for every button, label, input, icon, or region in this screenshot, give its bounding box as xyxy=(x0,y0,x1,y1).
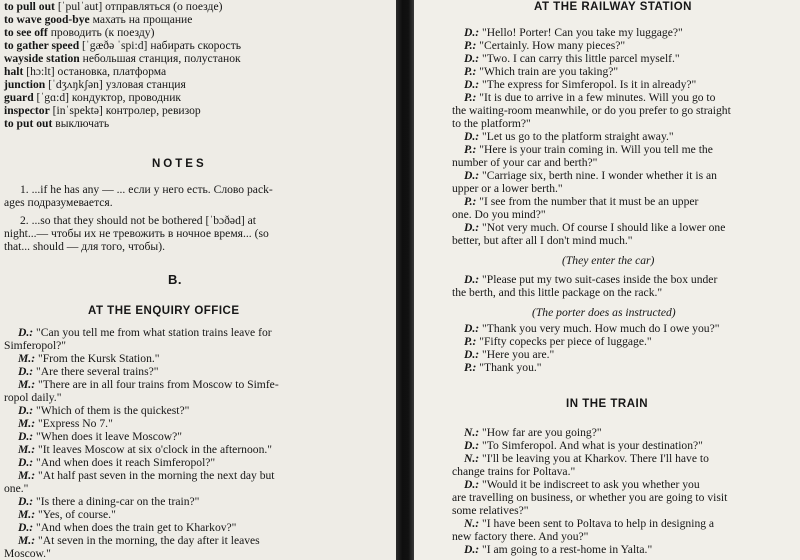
vocab-entry: inspector [inˈspektə] контролер, ревизор xyxy=(4,104,201,117)
dialogue-text: are travelling on business, or whether you are going to visit xyxy=(452,491,728,504)
dialogue-line xyxy=(452,286,662,299)
dialogue-line xyxy=(18,417,113,430)
vocab-entry: to wave good-bye махать на прощание xyxy=(4,13,193,26)
stage-direction: (They enter the car) xyxy=(562,254,655,267)
dialogue-line xyxy=(464,478,700,491)
dialogue-line xyxy=(464,52,680,65)
dialogue-text: "Hello! Porter! Can you take my luggage?" xyxy=(482,26,683,39)
book-gutter xyxy=(396,0,414,560)
speaker-label: D.: xyxy=(18,495,37,508)
vocab-entry: to pull out [ˈpulˈaut] отправляться (о поезде) xyxy=(4,0,223,13)
dialogue-line xyxy=(464,39,625,52)
dialogue-line xyxy=(452,117,531,130)
dialogue-line xyxy=(464,65,618,78)
dialogue-text: one." xyxy=(4,482,29,495)
speaker-label: D.: xyxy=(464,273,483,286)
dialogue-line xyxy=(18,508,116,521)
dialogue-line xyxy=(18,456,215,469)
vocab-entry: to see off проводить (к поезду) xyxy=(4,26,155,39)
dialogue-line xyxy=(452,530,588,543)
dialogue-text: some relatives?" xyxy=(452,504,529,517)
dialogue-line xyxy=(464,169,717,182)
speaker-label: M.: xyxy=(18,352,38,365)
dialogue-line xyxy=(452,208,546,221)
dialogue-text: "And when does the train get to Kharkov?" xyxy=(36,521,237,534)
dialogue-line xyxy=(464,221,725,234)
dialogue-line xyxy=(464,26,683,39)
dialogue-line xyxy=(464,361,542,374)
speaker-label: M.: xyxy=(18,443,38,456)
speaker-label: M.: xyxy=(18,469,38,482)
dialogue-line xyxy=(464,273,717,286)
dialogue-text: "Please put my two suit-cases inside the box under xyxy=(482,273,718,286)
dialogue-line xyxy=(18,352,160,365)
dialogue-line xyxy=(464,143,713,156)
speaker-label: D.: xyxy=(18,365,37,378)
vocab-entry: guard [ˈgɑ:d] кондуктор, проводник xyxy=(4,91,182,104)
dialogue-text: to the platform?" xyxy=(452,117,531,130)
dialogue-line xyxy=(464,543,652,556)
speaker-label: D.: xyxy=(464,26,483,39)
dialogue-text: "I am going to a rest-home in Yalta." xyxy=(482,543,653,556)
dialogue-line xyxy=(464,426,602,439)
dialogue-line xyxy=(18,521,236,534)
speaker-label: D.: xyxy=(464,78,483,91)
dialogue-text: "Two. I can carry this little parcel myself." xyxy=(482,52,680,65)
speaker-label: M.: xyxy=(18,534,38,547)
right-page xyxy=(414,0,800,560)
dialogue-text: the waiting-room meanwhile, or do you prefer to go straight xyxy=(452,104,731,117)
dialogue-text: "Not very much. Of course I should like a lower one xyxy=(482,221,726,234)
speaker-label: D.: xyxy=(18,404,37,417)
dialogue-text: Moscow." xyxy=(4,547,51,560)
dialogue-text: "Which train are you taking?" xyxy=(479,65,619,78)
dialogue-text: "The express for Simferopol. Is it in already?" xyxy=(482,78,697,91)
dialogue-line xyxy=(4,391,61,404)
dialogue-text: "And when does it reach Simferopol?" xyxy=(36,456,216,469)
dialogue-line xyxy=(452,182,563,195)
dialogue-line xyxy=(452,234,633,247)
speaker-label: D.: xyxy=(464,348,483,361)
dialogue-text: ropol daily." xyxy=(4,391,62,404)
dialogue-line xyxy=(4,547,51,560)
section-letter: B. xyxy=(168,272,182,287)
speaker-label: M.: xyxy=(18,508,38,521)
dialogue-text: Simferopol?" xyxy=(4,339,67,352)
dialogue-text: "Here you are." xyxy=(482,348,555,361)
speaker-label: D.: xyxy=(464,543,483,556)
speaker-label: P.: xyxy=(464,65,480,78)
dialogue-line xyxy=(452,504,529,517)
dialogue-line xyxy=(452,465,575,478)
dialogue-line xyxy=(18,326,272,339)
dialogue-text: "At half past seven in the morning the next day but xyxy=(37,469,275,482)
speaker-label: P.: xyxy=(464,335,480,348)
dialogue-text: "At seven in the morning, the day after it leaves xyxy=(37,534,260,547)
note-2-cont: night...— чтобы их не тревожить в ночное время... (so xyxy=(4,227,269,240)
dialogue-text: "When does it leave Moscow?" xyxy=(36,430,183,443)
speaker-label: D.: xyxy=(464,322,483,335)
note-2: 2. ...so that they should not be bothered [ˈbɔðəd] at xyxy=(20,214,257,227)
dialogue-text: "I have been sent to Poltava to help in designing a xyxy=(482,517,715,530)
speaker-label: P.: xyxy=(464,361,480,374)
speaker-label: P.: xyxy=(464,91,480,104)
vocab-entry: junction [ˈdʒʌŋkʃən] узловая станция xyxy=(4,78,186,91)
train-heading: IN THE TRAIN xyxy=(566,398,649,410)
dialogue-line xyxy=(452,491,727,504)
vocab-entry: halt [hɔ:lt] остановка, платформа xyxy=(4,65,167,78)
dialogue-line xyxy=(18,469,275,482)
note-1: 1. ...if he has any — ... если у него есть. Слово pack- xyxy=(20,183,273,196)
dialogue-line xyxy=(4,339,66,352)
speaker-label: D.: xyxy=(464,130,483,143)
notes-heading: NOTES xyxy=(152,158,207,170)
dialogue-text: "From the Kursk Station." xyxy=(37,352,160,365)
dialogue-line xyxy=(18,534,260,547)
speaker-label: D.: xyxy=(18,326,37,339)
speaker-label: N.: xyxy=(464,426,483,439)
dialogue-text: "There are in all four trains from Moscow to Simfe- xyxy=(37,378,279,391)
speaker-label: P.: xyxy=(464,39,480,52)
dialogue-text: "It is due to arrive in a few minutes. Will you go to xyxy=(479,91,716,104)
speaker-label: M.: xyxy=(18,417,38,430)
speaker-label: D.: xyxy=(464,439,483,452)
dialogue-line xyxy=(464,130,674,143)
speaker-label: D.: xyxy=(464,169,483,182)
speaker-label: D.: xyxy=(18,430,37,443)
note-2-cont: that... should — для того, чтобы). xyxy=(4,240,165,253)
dialogue-text: "Thank you very much. How much do I owe you?" xyxy=(482,322,720,335)
dialogue-line xyxy=(18,365,158,378)
vocab-entry: wayside station небольшая станция, полустанок xyxy=(4,52,241,65)
dialogue-text: "I'll be leaving you at Kharkov. There I'll have to xyxy=(482,452,709,465)
dialogue-text: upper or a lower berth." xyxy=(452,182,563,195)
section-heading: AT THE ENQUIRY OFFICE xyxy=(88,305,240,317)
dialogue-text: "Certainly. How many pieces?" xyxy=(479,39,626,52)
dialogue-text: the berth, and this little package on the rack." xyxy=(452,286,663,299)
dialogue-line xyxy=(464,78,696,91)
speaker-label: D.: xyxy=(464,478,483,491)
dialogue-line xyxy=(18,495,199,508)
speaker-label: D.: xyxy=(464,221,483,234)
dialogue-text: "It leaves Moscow at six o'clock in the afternoon." xyxy=(37,443,272,456)
dialogue-line xyxy=(464,322,719,335)
dialogue-line xyxy=(18,430,182,443)
dialogue-line xyxy=(452,156,597,169)
speaker-label: N.: xyxy=(464,452,483,465)
speaker-label: D.: xyxy=(464,52,483,65)
speaker-label: P.: xyxy=(464,195,480,208)
dialogue-text: number of your car and berth?" xyxy=(452,156,598,169)
dialogue-line xyxy=(464,91,715,104)
vocab-entry: to put out выключать xyxy=(4,117,110,130)
dialogue-line xyxy=(4,482,28,495)
dialogue-line xyxy=(464,335,652,348)
dialogue-text: "Fifty copecks per piece of luggage." xyxy=(479,335,652,348)
dialogue-text: "To Simferopol. And what is your destination?" xyxy=(482,439,703,452)
dialogue-line xyxy=(18,378,279,391)
dialogue-text: "Thank you." xyxy=(479,361,542,374)
dialogue-line xyxy=(464,452,709,465)
dialogue-text: better, but after all I don't mind much." xyxy=(452,234,633,247)
dialogue-text: "I see from the number that it must be an upper xyxy=(479,195,699,208)
dialogue-text: "How far are you going?" xyxy=(482,426,602,439)
dialogue-text: "Which of them is the quickest?" xyxy=(36,404,190,417)
dialogue-line xyxy=(464,195,698,208)
dialogue-text: "Are there several trains?" xyxy=(36,365,159,378)
dialogue-line xyxy=(452,104,731,117)
speaker-label: D.: xyxy=(18,456,37,469)
dialogue-line xyxy=(464,439,703,452)
dialogue-text: "Would it be indiscreet to ask you whether you xyxy=(482,478,700,491)
stage-direction: (The porter does as instructed) xyxy=(532,306,676,319)
vocab-entry: to gather speed [ˈgæðə ˈspi:d] набирать скорость xyxy=(4,39,242,52)
dialogue-line xyxy=(464,348,554,361)
speaker-label: P.: xyxy=(464,143,480,156)
left-page xyxy=(0,0,396,560)
station-heading: AT THE RAILWAY STATION xyxy=(534,1,692,13)
dialogue-text: one. Do you mind?" xyxy=(452,208,546,221)
dialogue-text: "Can you tell me from what station trains leave for xyxy=(36,326,272,339)
dialogue-text: "Express No 7." xyxy=(37,417,113,430)
dialogue-text: "Let us go to the platform straight away." xyxy=(482,130,674,143)
speaker-label: N.: xyxy=(464,517,483,530)
note-1-cont: ages подразумевается. xyxy=(4,196,113,209)
dialogue-line xyxy=(18,404,189,417)
speaker-label: D.: xyxy=(18,521,37,534)
dialogue-line xyxy=(464,517,714,530)
dialogue-text: new factory there. And you?" xyxy=(452,530,589,543)
dialogue-text: "Here is your train coming in. Will you tell me the xyxy=(479,143,713,156)
dialogue-line xyxy=(18,443,272,456)
dialogue-text: "Carriage six, berth nine. I wonder whether it is an xyxy=(482,169,717,182)
dialogue-text: "Is there a dining-car on the train?" xyxy=(36,495,200,508)
speaker-label: M.: xyxy=(18,378,38,391)
dialogue-text: "Yes, of course." xyxy=(37,508,116,521)
dialogue-text: change trains for Poltava." xyxy=(452,465,576,478)
